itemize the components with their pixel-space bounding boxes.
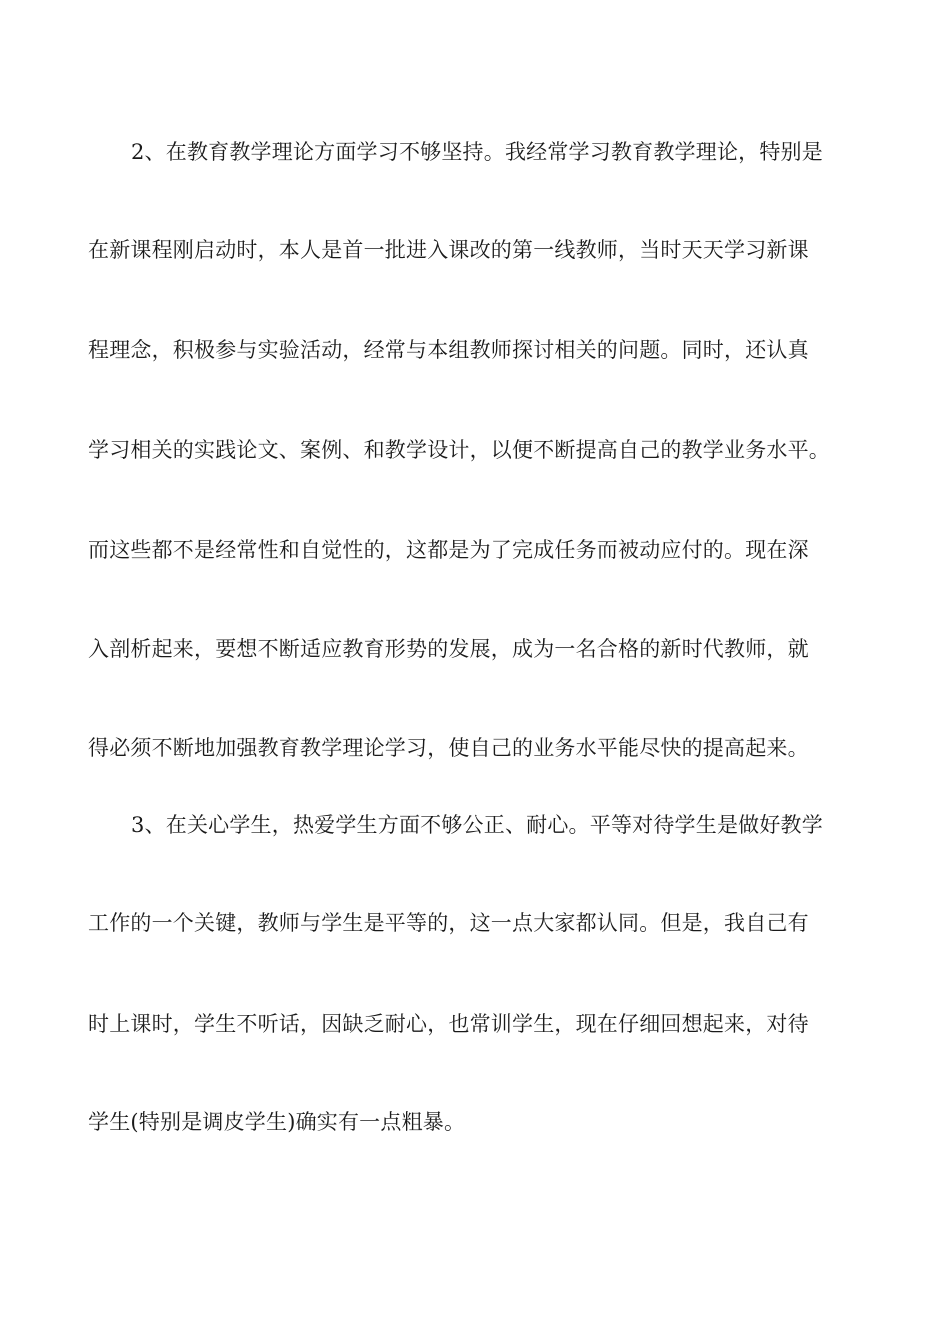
paragraph-3-line-1: 3、在关心学生，热爱学生方面不够公正、耐心。平等对待学生是做好教学 [131,813,823,837]
paragraph-2-line-3: 程理念，积极参与实验活动，经常与本组教师探讨相关的问题。同时，还认真 [88,338,809,362]
paragraph-2-line-6: 入剖析起来，要想不断适应教育形势的发展，成为一名合格的新时代教师，就 [88,637,809,661]
paragraph-3-line-2: 工作的一个关键，教师与学生是平等的，这一点大家都认同。但是，我自己有 [88,911,809,935]
paragraph-2-line-4: 学习相关的实践论文、案例、和教学设计，以便不断提高自己的教学业务水平。 [88,438,830,462]
paragraph-3-line-4: 学生(特别是调皮学生)确实有一点粗暴。 [88,1110,466,1134]
paragraph-2-line-2: 在新课程刚启动时，本人是首一批进入课改的第一线教师，当时天天学习新课 [88,238,809,262]
paragraph-2-line-7: 得必须不断地加强教育教学理论学习，使自己的业务水平能尽快的提高起来。 [88,736,809,760]
paragraph-3-line-3: 时上课时，学生不听话，因缺乏耐心，也常训学生，现在仔细回想起来，对待 [88,1012,809,1036]
paragraph-2-line-5: 而这些都不是经常性和自觉性的，这都是为了完成任务而被动应付的。现在深 [88,538,809,562]
paragraph-2-line-1: 2、在教育教学理论方面学习不够坚持。我经常学习教育教学理论，特别是 [131,140,823,164]
